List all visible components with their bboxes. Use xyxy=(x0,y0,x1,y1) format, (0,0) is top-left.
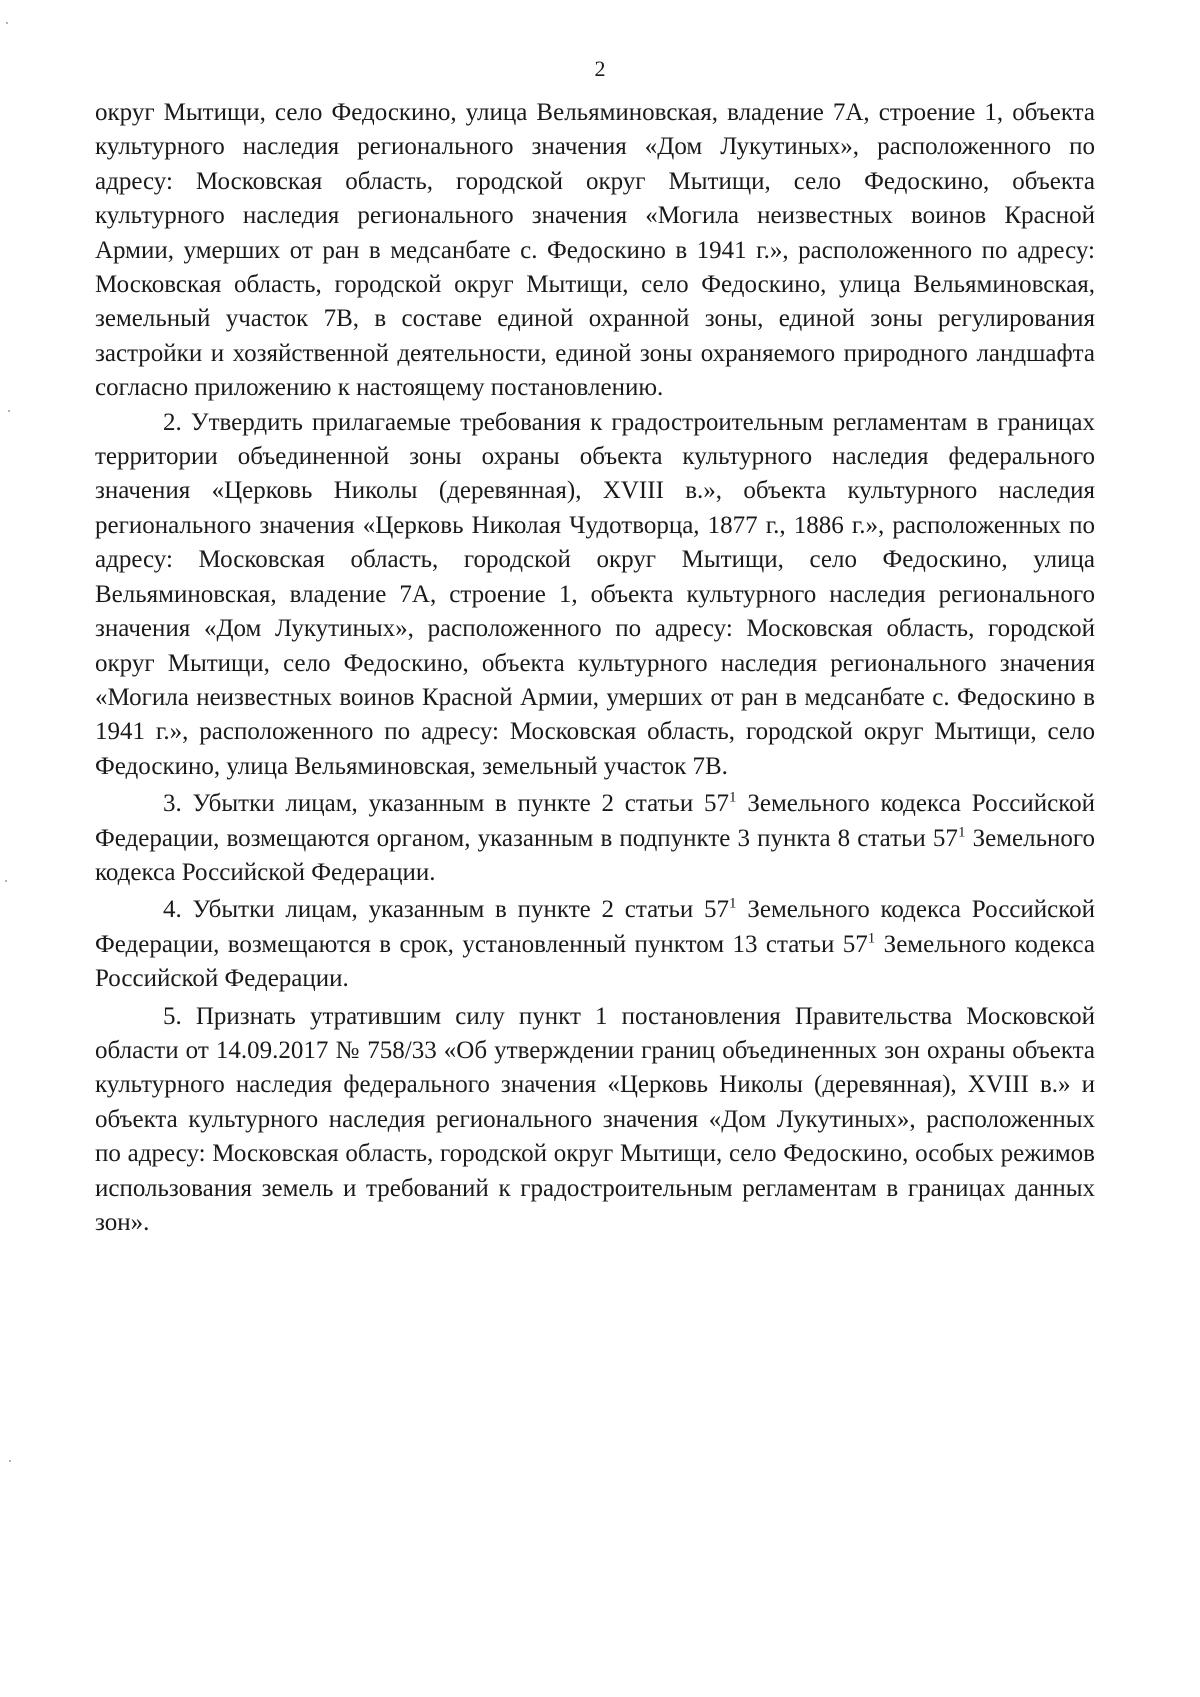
paragraph-item-2: 2. Утвердить прилагаемые требования к градостроительным регламентам в границах территории объединенной зоны охраны объекта культурного наследия федерального значения «Церковь Николы (деревянная), XVIII в.», объекта культурного наследия регионального значения «Церковь Николая Чудотворца, 1877 г., 1886 г.», расположенных по адресу: Московская область, городской округ Мытищи, село Федоскино, улица Вельяминовская, владение 7А, строение 1, объекта культурного наследия регионального значения «Дом Лукутиных», расположенного по адресу: Московская область, городской округ Мытищи, село Федоскино, объекта культурного наследия регионального значения «Могила неизвестных воинов Красной Армии, умерших от ран в медсанбате с. Федоскино в 1941 г.», расположенного по адресу: Московская область, городской округ Мытищи, село Федоскино, улица Вельяминовская, земельный участок 7В. xyxy=(95,408,1095,780)
scan-speck xyxy=(6,22,8,24)
paragraph-item-4-text-b: Земельного кодекса Российской Федерации, возмещаются в срок, установленный пунктом 13 статьи 57 xyxy=(95,896,1095,958)
paragraph-continuation: округ Мытищи, село Федоскино, улица Вельяминовская, владение 7А, строение 1, объекта культурного наследия регионального значения «Дом Лукутиных», расположенного по адресу: Московская область, городской округ Мытищи, село Федоскино, объекта культурного наследия регионального значения «Могила неизвестных воинов Красной Армии, умерших от ран в медсанбате с. Федоскино в 1941 г.», расположенного по адресу: Московская область, городской округ Мытищи, село Федоскино, улица Вельяминовская, земельный участок 7В, в составе единой охранной зоны, единой зоны регулирования застройки и хозяйственной деятельности, единой зоны охраняемого природного ландшафта согласно приложению к настоящему постановлению. xyxy=(95,99,1095,402)
scan-speck xyxy=(5,880,7,882)
superscript-article-number: 1 xyxy=(867,930,876,947)
document-body xyxy=(95,96,1095,1240)
paragraph-item-4-text-c: Земельного кодекса Российской Федерации. xyxy=(95,930,1096,993)
page-number: 2 xyxy=(594,56,606,81)
paragraph-item-5: 5. Признать утратившим силу пункт 1 постановления Правительства Московской области от 14.09.2017 № 758/33 «Об утверждении границ объединенных зон охраны объекта культурного наследия федерального значения «Церковь Николы (деревянная), XVIII в.» и объекта культурного наследия регионального значения «Дом Лукутиных», расположенных по адресу: Московская область, городской округ Мытищи, село Федоскино, особых режимов использования земель и требований к градостроительным регламентам в границах данных зон». xyxy=(95,1002,1095,1236)
scan-speck xyxy=(8,410,10,412)
superscript-article-number: 1 xyxy=(957,824,966,841)
paragraph-item-3-text-c: Земельного кодекса Российской Федерации. xyxy=(95,824,1095,886)
paragraph-item-4 xyxy=(95,893,1095,996)
paragraph-item-3 xyxy=(95,787,1095,890)
superscript-article-number: 1 xyxy=(729,896,737,913)
paragraph-item-4-text-a: 4. Убытки лицам, указанным в пункте 2 статьи 57 xyxy=(163,896,730,924)
superscript-article-number: 1 xyxy=(729,789,737,806)
paragraph-item-3-text-b: Земельного кодекса Российской Федерации, возмещаются органом, указанным в подпункте 3 пункта 8 статьи 57 xyxy=(95,790,1095,852)
paragraph-item-3-text-a: 3. Убытки лицам, указанным в пункте 2 статьи 57 xyxy=(163,790,730,818)
scan-speck xyxy=(9,1460,11,1462)
